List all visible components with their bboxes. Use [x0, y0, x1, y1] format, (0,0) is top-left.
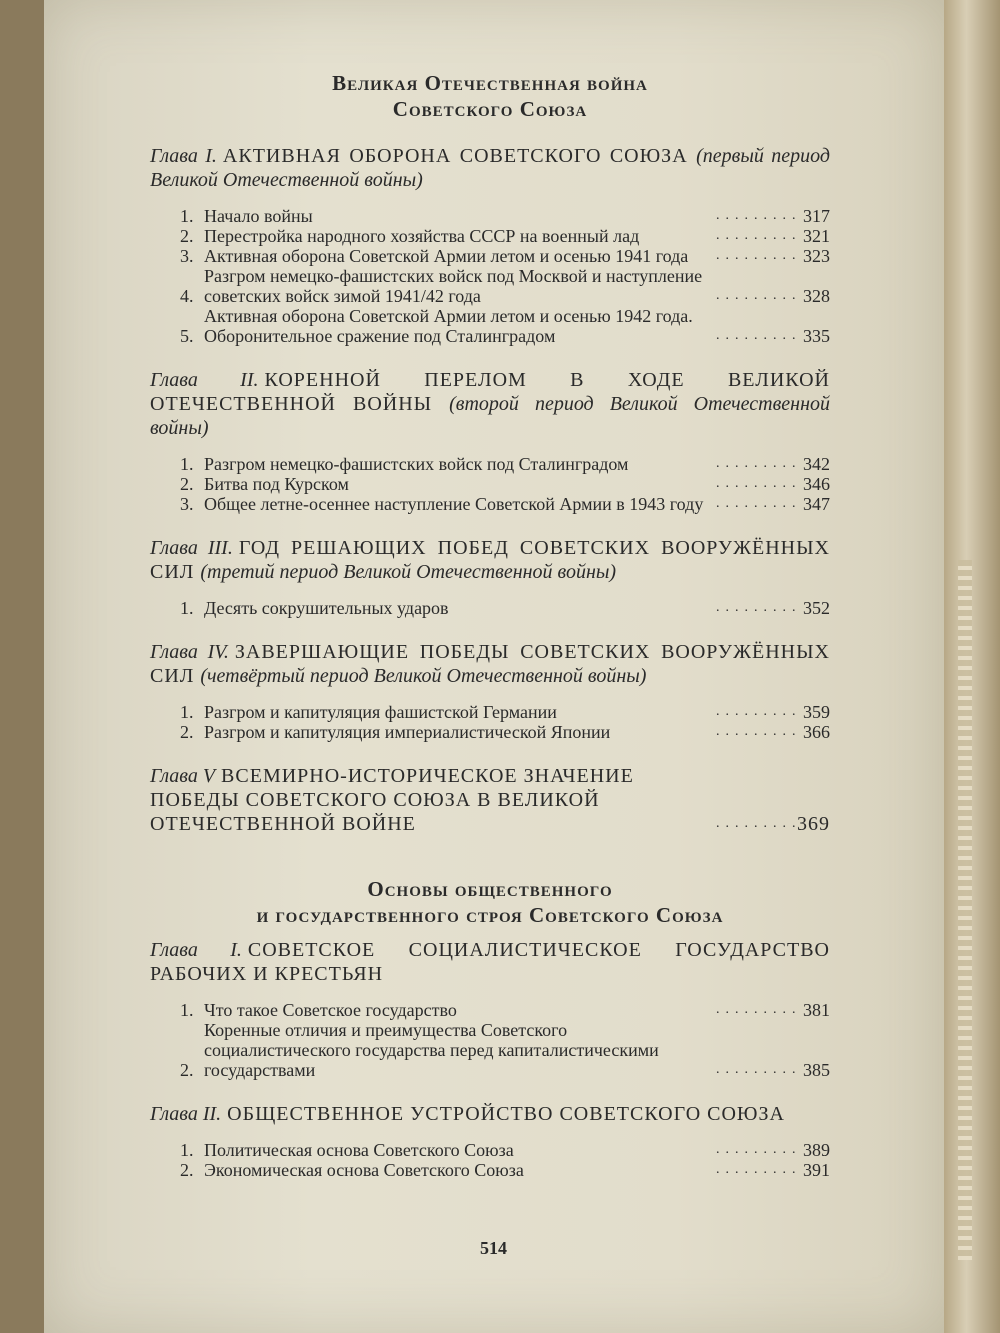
entry-number: 2.: [180, 474, 194, 494]
chapter-heading: [150, 1102, 830, 1126]
chapter-subtitle: (первый период Великой Отечественной войны): [150, 145, 831, 191]
leader-dots: .........: [716, 816, 802, 831]
leader-dots: .........: [716, 704, 802, 719]
table-of-contents: [150, 70, 830, 1180]
entry-number: 3.: [180, 246, 194, 266]
leader-dots: .........: [716, 600, 802, 615]
chapter-label: Глава IV.: [150, 641, 229, 663]
entry-text: Что такое Советское государство: [204, 1000, 457, 1020]
entry-page: 317: [803, 206, 830, 226]
section-title-line: и государственного строя Советского Союза: [256, 903, 724, 927]
entry-number: 1.: [180, 1000, 194, 1020]
entry-text: Экономическая основа Советского Союза: [204, 1160, 524, 1180]
chapter-heading: [150, 640, 830, 688]
entry-number: 2.: [180, 1160, 194, 1180]
entry-text: Активная оборона Советской Армии летом и осенью 1941 года: [204, 246, 689, 266]
toc-entry[interactable]: [180, 722, 830, 742]
section-title: [150, 876, 830, 928]
toc-entry[interactable]: [150, 764, 830, 836]
chapter: [150, 938, 830, 1080]
section-title-line: Великая Отечественная война: [332, 71, 648, 95]
leader-dots: .........: [716, 1062, 802, 1077]
chapter-subtitle: (второй период Великой Отечественной войны): [150, 393, 830, 439]
entry-text: Общее летне-осеннее наступление Советской Армии в 1943 году: [204, 494, 704, 514]
entry-number: 1.: [180, 206, 194, 226]
entry-page: 335: [803, 326, 830, 346]
chapter-title: ГОД РЕШАЮЩИХ ПОБЕД СОВЕТСКИХ ВООРУЖЁННЫХ СИЛ: [150, 537, 830, 583]
chapter: [150, 1102, 830, 1180]
leader-dots: .........: [716, 208, 802, 223]
entry-text: Коренные отличия и преимущества Советского социалистического государства перед капиталистическими государствами: [204, 1020, 659, 1080]
toc-entry[interactable]: [180, 454, 830, 474]
chapter-label: Глава II.: [150, 1103, 222, 1125]
entry-page: 346: [803, 474, 830, 494]
entry-number: 2.: [180, 722, 194, 742]
chapter-heading: [150, 938, 830, 986]
book-spine: [944, 0, 1000, 1333]
entry-text: Десять сокрушительных ударов: [204, 598, 449, 618]
chapter-subtitle: (третий период Великой Отечественной войны): [200, 561, 617, 583]
entry-number: 4.: [180, 286, 194, 306]
chapter-label: Глава II.: [150, 369, 259, 391]
entry-number: 2.: [180, 1060, 194, 1080]
chapter-heading: [150, 368, 830, 440]
entry-page: 385: [803, 1060, 830, 1080]
toc-entry[interactable]: [180, 246, 830, 266]
entry-page: 366: [803, 722, 830, 742]
entry-text: Разгром немецко-фашистских войск под Сталинградом: [204, 454, 629, 474]
entry-text: Разгром и капитуляция фашистской Германии: [204, 702, 557, 722]
toc-entry[interactable]: [180, 1000, 830, 1020]
entry-page: 323: [803, 246, 830, 266]
toc-entry[interactable]: [180, 598, 830, 618]
entry-page: 369: [797, 813, 830, 835]
chapter-title: ВСЕМИРНО-ИСТОРИЧЕСКОЕ ЗНАЧЕНИЕ ПОБЕДЫ СОВЕТСКОГО СОЮЗА В ВЕЛИКОЙ ОТЕЧЕСТВЕННОЙ ВОЙНЕ: [150, 765, 634, 835]
entry-text: Разгром и капитуляция империалистической Японии: [204, 722, 611, 742]
toc-entry[interactable]: [180, 1160, 830, 1180]
chapter-title: АКТИВНАЯ ОБОРОНА СОВЕТСКОГО СОЮЗА: [222, 145, 688, 167]
entry-page: 381: [803, 1000, 830, 1020]
chapter-title: ОБЩЕСТВЕННОЕ УСТРОЙСТВО СОВЕТСКОГО СОЮЗА: [227, 1103, 785, 1125]
chapter-label: Глава I.: [150, 939, 242, 961]
chapter-heading: [150, 144, 830, 192]
chapter: [150, 144, 830, 346]
leader-dots: .........: [716, 1142, 802, 1157]
leader-dots: .........: [716, 228, 802, 243]
toc-entry[interactable]: [180, 702, 830, 722]
chapter-label: Глава V: [150, 765, 216, 787]
entry-page: 328: [803, 286, 830, 306]
entry-number: 1.: [180, 1140, 194, 1160]
toc-entry[interactable]: [180, 494, 830, 514]
entry-number: 3.: [180, 494, 194, 514]
leader-dots: .........: [716, 476, 802, 491]
chapter: [150, 536, 830, 618]
entry-page: 352: [803, 598, 830, 618]
leader-dots: .........: [716, 456, 802, 471]
chapter-label: Глава III.: [150, 537, 233, 559]
toc-entry[interactable]: [180, 1020, 830, 1080]
leader-dots: .........: [716, 724, 802, 739]
entry-number: 1.: [180, 454, 194, 474]
section-title: [150, 70, 830, 122]
leader-dots: .........: [716, 288, 802, 303]
chapter-heading: [150, 536, 830, 584]
entry-number: 2.: [180, 226, 194, 246]
section-title-line: Советского Союза: [392, 97, 588, 121]
entry-page: 321: [803, 226, 830, 246]
leader-dots: .........: [716, 1162, 802, 1177]
leader-dots: .........: [716, 496, 802, 511]
entry-number: 5.: [180, 326, 194, 346]
leader-dots: .........: [716, 328, 802, 343]
entry-text: Политическая основа Советского Союза: [204, 1140, 514, 1160]
chapter-heading: [150, 764, 716, 836]
toc-entry[interactable]: [180, 306, 830, 346]
toc-entry[interactable]: [180, 474, 830, 494]
chapter: [150, 368, 830, 514]
entry-text: Разгром немецко-фашистских войск под Москвой и наступление советских войск зимой 1941/42 года: [204, 266, 703, 306]
chapter: [150, 764, 830, 836]
leader-dots: .........: [716, 248, 802, 263]
entry-page: 347: [803, 494, 830, 514]
leader-dots: .........: [716, 1002, 802, 1017]
binding-thread: [958, 560, 972, 1260]
entry-text: Активная оборона Советской Армии летом и осенью 1942 года. Оборонительное сражение под Сталинградом: [204, 306, 693, 346]
chapter-title: ЗАВЕРШАЮЩИЕ ПОБЕДЫ СОВЕТСКИХ ВООРУЖЁННЫХ СИЛ: [150, 641, 830, 687]
entry-text: Начало войны: [204, 206, 313, 226]
entry-page: 359: [803, 702, 830, 722]
entry-page: 389: [803, 1140, 830, 1160]
chapter-title: СОВЕТСКОЕ СОЦИАЛИСТИЧЕСКОЕ ГОСУДАРСТВО РАБОЧИХ И КРЕСТЬЯН: [150, 939, 830, 985]
chapter-subtitle: (четвёртый период Великой Отечественной войны): [200, 665, 647, 687]
entry-number: 1.: [180, 598, 194, 618]
toc-entry[interactable]: [180, 266, 830, 306]
chapter-title: КОРЕННОЙ ПЕРЕЛОМ В ХОДЕ ВЕЛИКОЙ ОТЕЧЕСТВЕННОЙ ВОЙНЫ: [150, 369, 830, 415]
chapter-label: Глава I.: [150, 145, 217, 167]
section-title-line: Основы общественного: [367, 877, 613, 901]
toc-entry[interactable]: [180, 206, 830, 226]
page-number: 514: [480, 1238, 507, 1258]
toc-entry[interactable]: [180, 1140, 830, 1160]
entry-text: Битва под Курском: [204, 474, 349, 494]
toc-entry[interactable]: [180, 226, 830, 246]
entry-page: 342: [803, 454, 830, 474]
entry-page: 391: [803, 1160, 830, 1180]
entry-text: Перестройка народного хозяйства СССР на военный лад: [204, 226, 640, 246]
chapter: [150, 640, 830, 742]
entry-number: 1.: [180, 702, 194, 722]
